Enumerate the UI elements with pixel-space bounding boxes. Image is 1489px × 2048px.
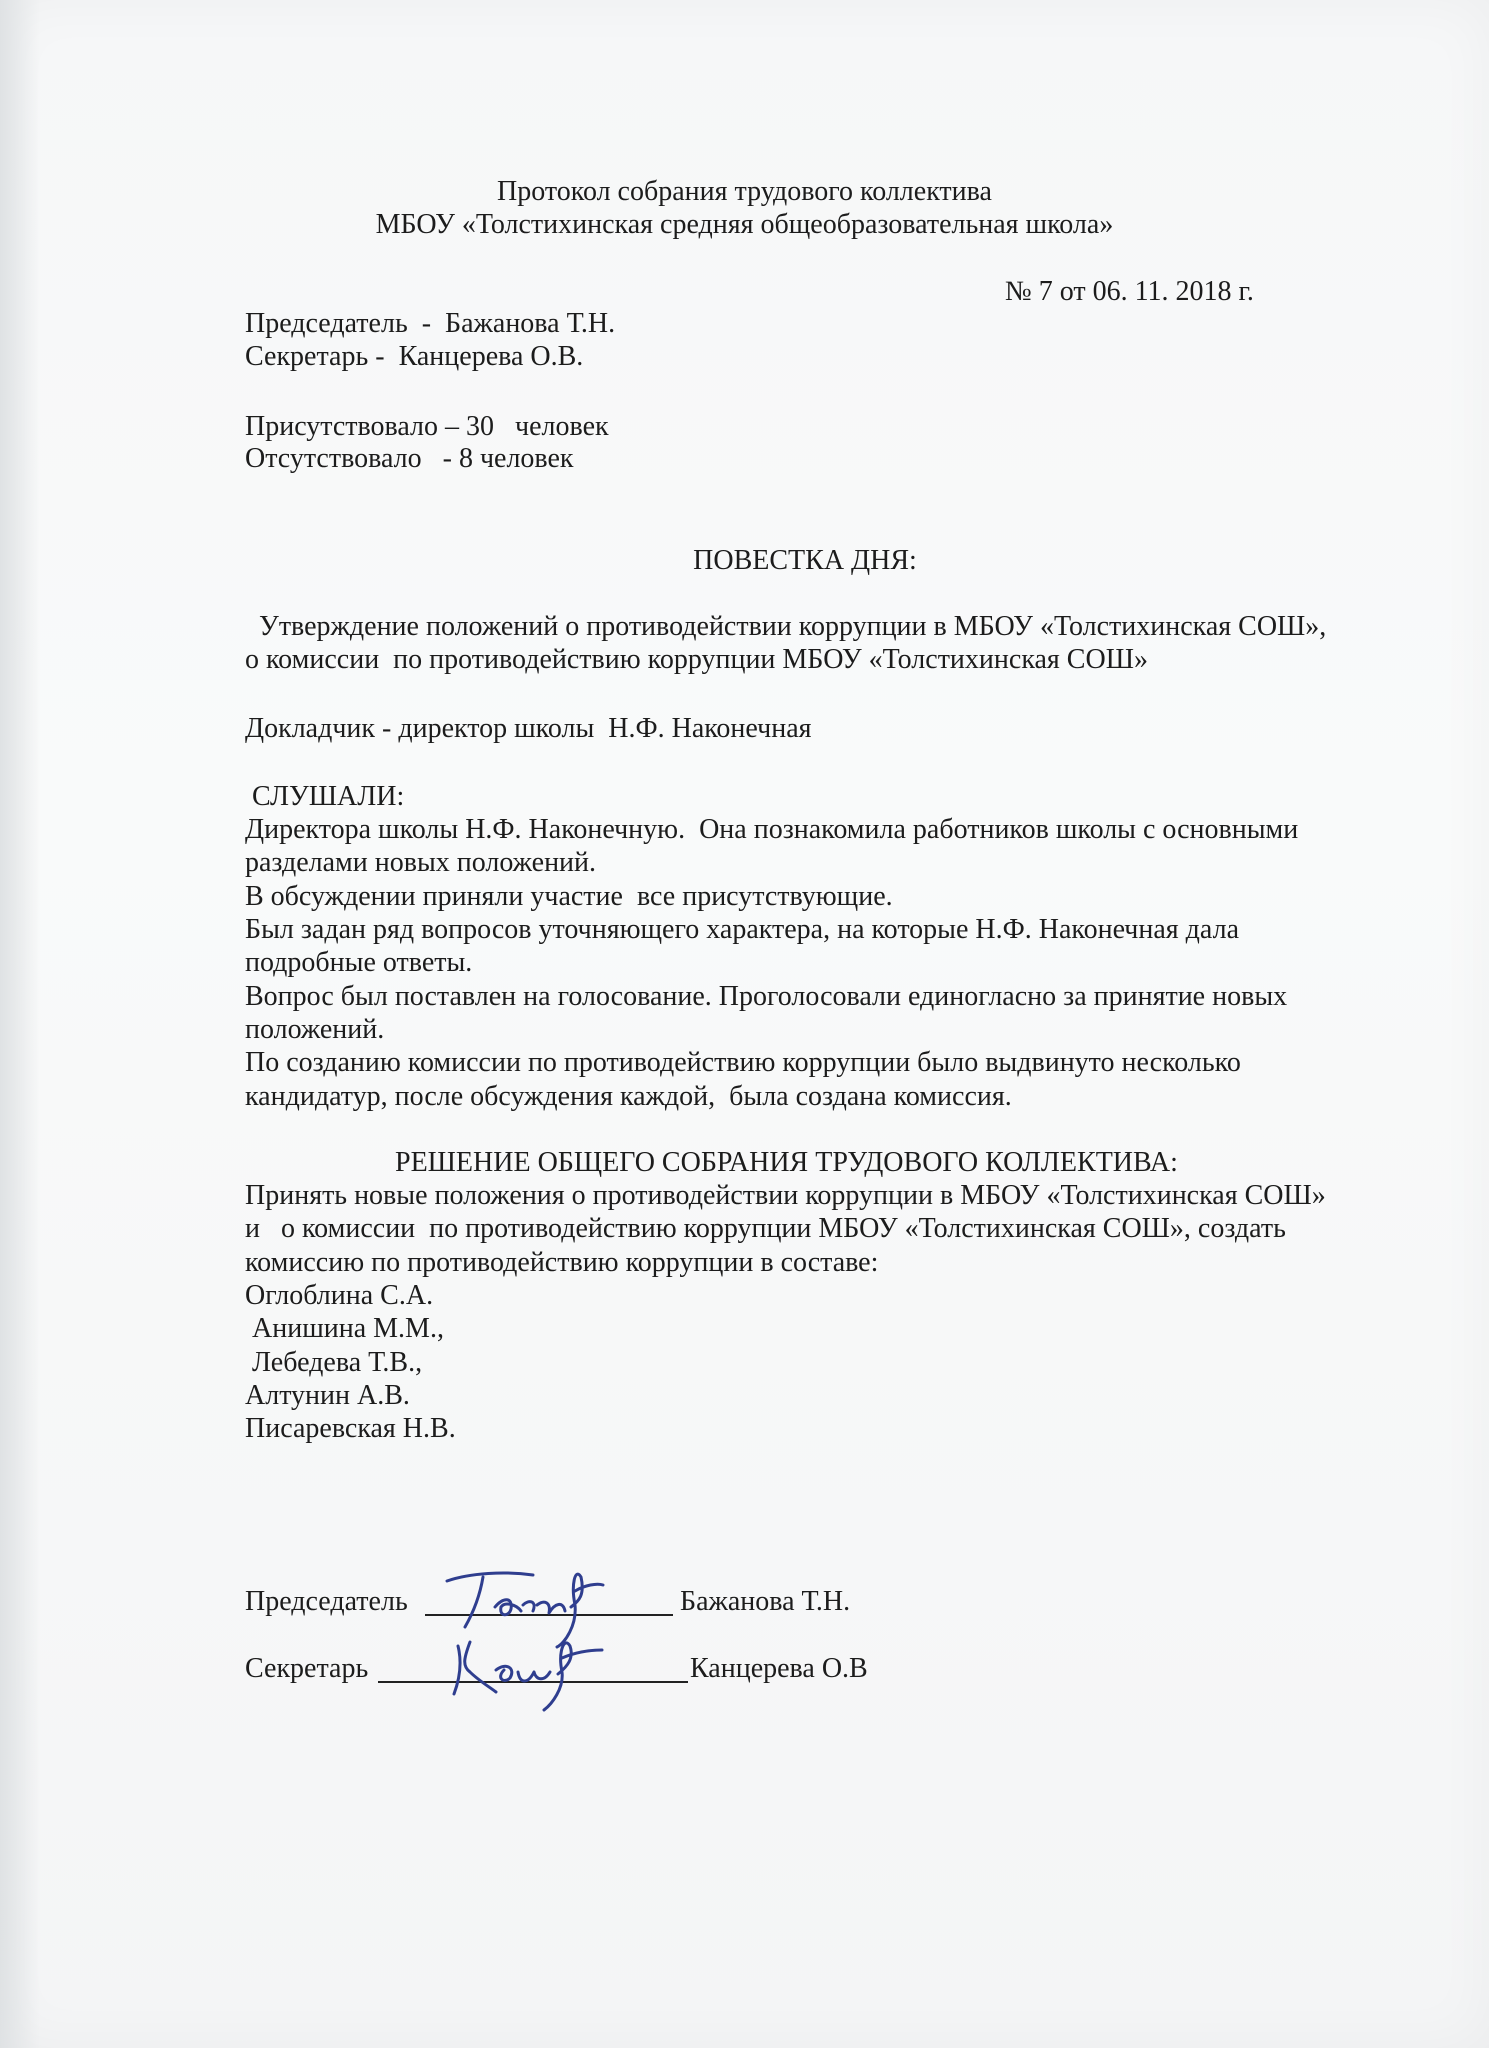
secretary-name: Канцерева О.В [690,1653,868,1684]
attendance-absent: Отсутствовало - 8 человек [245,443,574,474]
school-name: МБОУ «Толстихинская средняя общеобразовательная школа» [375,209,1114,240]
commission-member: Писаревская Н.В. [245,1413,456,1444]
decision-heading: РЕШЕНИЕ ОБЩЕГО СОБРАНИЯ ТРУДОВОГО КОЛЛЕКТИВА: [395,1147,1178,1178]
protocol-title: Протокол собрания трудового коллектива [497,176,992,207]
protocol-number-date: № 7 от 06. 11. 2018 г. [1005,276,1254,307]
agenda-line-2: о комиссии по противодействию коррупции МБОУ «Толстихинская СОШ» [245,644,1148,675]
heard-line: разделами новых положений. [245,847,597,878]
heard-line: Директора школы Н.Ф. Наконечную. Она познакомила работников школы с основными [245,814,1299,845]
heard-line: В обсуждении приняли участие все присутствующие. [245,881,893,912]
heard-line: подробные ответы. [245,947,473,978]
agenda-heading: ПОВЕСТКА ДНЯ: [693,545,917,576]
heard-heading: СЛУШАЛИ: [245,781,405,812]
attendance-present: Присутствовало – 30 человек [245,411,609,442]
heard-line: кандидатур, после обсуждения каждой, была создана комиссия. [245,1081,1012,1112]
chair-signature-label: Председатель [245,1586,408,1617]
commission-member: Алтунин А.В. [245,1380,410,1411]
heard-line: Был задан ряд вопросов уточняющего характера, на которые Н.Ф. Наконечная дала [245,914,1239,945]
secretary-signature-label: Секретарь [245,1653,369,1684]
agenda-line-1: Утверждение положений о противодействии коррупции в МБОУ «Толстихинская СОШ», [245,611,1327,642]
heard-line: По созданию комиссии по противодействию коррупции было выдвинуто несколько [245,1047,1241,1078]
heard-line: Вопрос был поставлен на голосование. Проголосовали единогласно за принятие новых [245,981,1288,1012]
decision-line: Принять новые положения о противодействии коррупции в МБОУ «Толстихинская СОШ» [245,1180,1326,1211]
agenda-speaker: Докладчик - директор школы Н.Ф. Наконечная [245,713,812,744]
commission-member: Лебедева Т.В., [245,1347,423,1378]
chairperson: Председатель - Бажанова Т.Н. [245,308,616,339]
heard-line: положений. [245,1014,385,1045]
chair-name: Бажанова Т.Н. [680,1586,851,1617]
decision-line: комиссию по противодействию коррупции в составе: [245,1247,879,1278]
secretary-signature-icon [440,1622,660,1712]
commission-member: Анишина М.М., [245,1313,444,1344]
scan-edge-shadow [0,0,40,2048]
secretary: Секретарь - Канцерева О.В. [245,341,584,372]
commission-member: Оглоблина С.А. [245,1280,434,1311]
decision-line: и о комиссии по противодействию коррупции МБОУ «Толстихинская СОШ», создать [245,1213,1286,1244]
